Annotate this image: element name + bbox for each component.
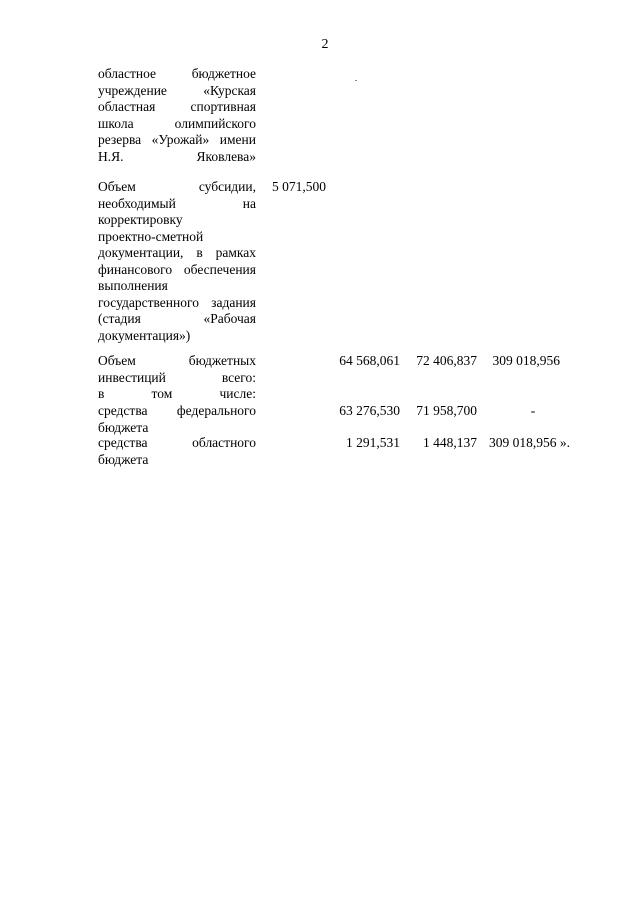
total-value-1: 64 568,061	[339, 353, 400, 368]
federal-value-1: 63 276,530	[339, 403, 400, 418]
text-line: средства федерального	[98, 403, 256, 418]
page-number: 2	[321, 37, 329, 52]
text-line: финансового обеспечения	[98, 261, 256, 277]
text-line: областная спортивная	[98, 99, 256, 114]
subsidy-value: 5 071,500	[272, 179, 326, 194]
regional-funds-label	[98, 435, 256, 468]
text-line: средства областного	[98, 435, 256, 450]
federal-value-2: 71 958,700	[416, 403, 477, 418]
regional-value-3: 309 018,956 ».	[489, 435, 570, 450]
text-line: областное бюджетное	[98, 66, 256, 81]
including-label: в том числе:	[98, 386, 256, 401]
text-line: выполнения	[98, 278, 168, 293]
text-line: школа олимпийского	[98, 115, 256, 131]
total-investment-label	[98, 353, 256, 403]
text-line: государственного задания	[98, 294, 256, 310]
text-line: резерва «Урожай» имени	[98, 132, 256, 147]
federal-funds-label	[98, 403, 256, 436]
text-line: инвестиций всего:	[98, 369, 256, 385]
text-line: документация»)	[98, 327, 191, 343]
text-line: необходимый на	[98, 195, 256, 211]
text-line: (стадия «Рабочая	[98, 311, 256, 326]
scan-mark	[355, 80, 357, 81]
text-line: документации, в рамках	[98, 245, 256, 260]
text-line: Объем субсидии,	[98, 179, 256, 194]
text-line: бюджета	[98, 419, 149, 435]
regional-value-2: 1 448,137	[423, 435, 477, 450]
total-value-3: 309 018,956	[492, 353, 560, 368]
text-line: бюджета	[98, 451, 149, 467]
subsidy-description	[98, 179, 256, 344]
recipient-description	[98, 66, 256, 165]
text-line: Объем бюджетных	[98, 353, 256, 368]
regional-value-1: 1 291,531	[346, 435, 400, 450]
total-value-2: 72 406,837	[416, 353, 477, 368]
federal-value-3: -	[530, 403, 536, 418]
text-line: корректировку	[98, 212, 183, 227]
text-line: Н.Я. Яковлева»	[98, 148, 256, 164]
text-line: учреждение «Курская	[98, 82, 256, 98]
text-line: проектно-сметной	[98, 228, 204, 244]
